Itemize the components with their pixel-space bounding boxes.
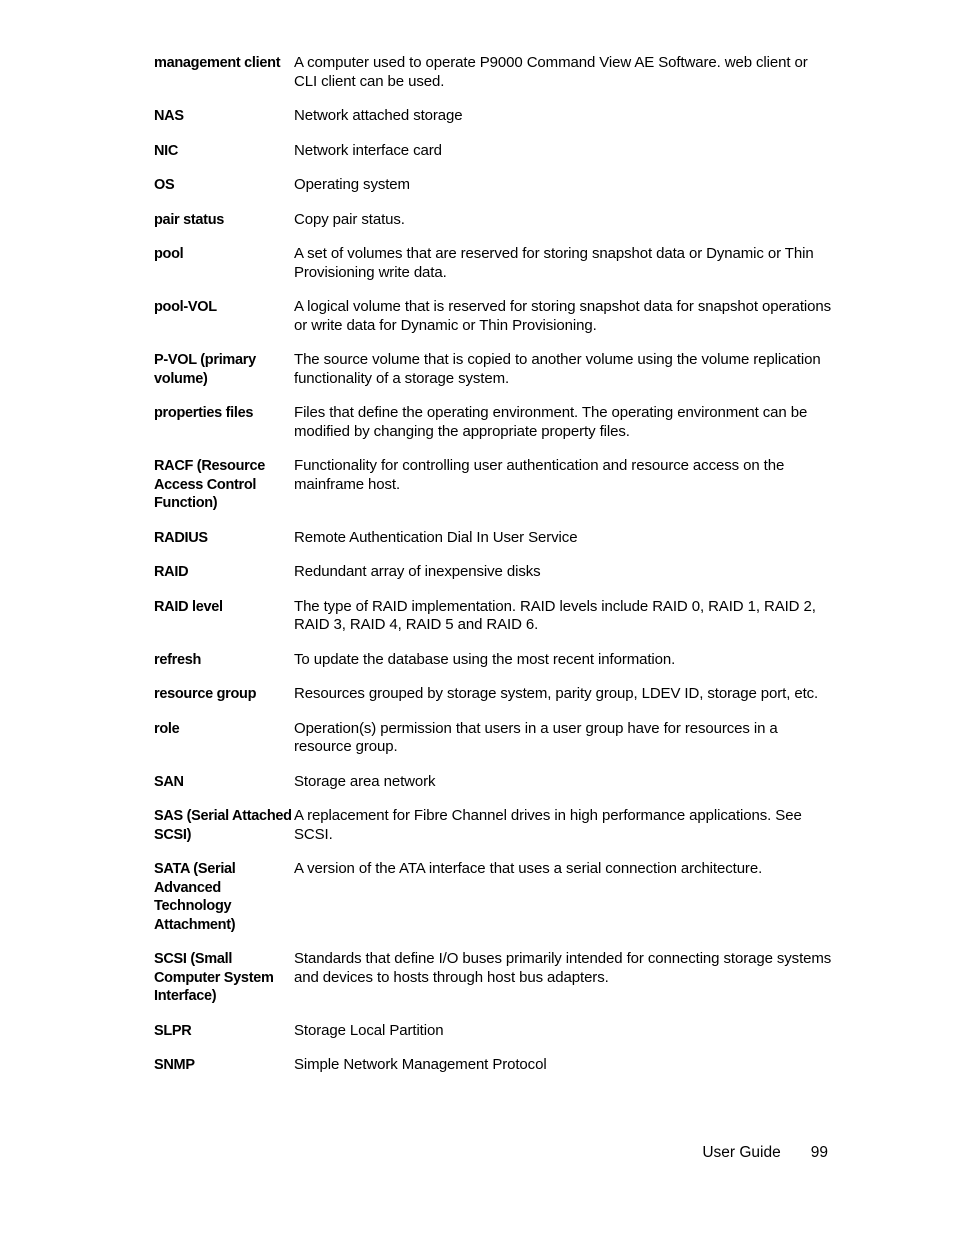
glossary-term: SLPR	[154, 1022, 192, 1039]
glossary-entry	[154, 651, 834, 670]
glossary-definition: Simple Network Management Protocol	[294, 1056, 547, 1073]
page-footer	[702, 1144, 828, 1162]
glossary-term: management client	[154, 55, 281, 71]
glossary-term: refresh	[154, 651, 202, 668]
glossary-entry	[154, 860, 834, 934]
glossary-entry	[154, 563, 834, 582]
page-number: 99	[810, 1144, 828, 1161]
glossary-term: SAS (Serial Attached SCSI)	[154, 808, 292, 843]
glossary-entry	[154, 107, 834, 126]
glossary-entry	[154, 351, 834, 388]
glossary-term: resource group	[154, 686, 257, 702]
glossary-definition: A replacement for Fibre Channel drives in high performance applications. See SCSI.	[294, 807, 802, 843]
glossary-term: pool-VOL	[154, 299, 217, 315]
glossary-definition: Copy pair status.	[294, 210, 405, 228]
glossary-definition: Operation(s) permission that users in a user group have for resources in a resource group.	[294, 719, 778, 755]
glossary-entry	[154, 54, 834, 91]
glossary-definition: Network attached storage	[294, 107, 463, 124]
glossary-definition: A computer used to operate P9000 Command View AE Software. web client or CLI client can be used.	[294, 54, 808, 90]
glossary-entry	[154, 245, 834, 282]
glossary-list	[154, 54, 834, 1075]
glossary-entry	[154, 1022, 834, 1041]
glossary-entry	[154, 404, 834, 441]
glossary-entry	[154, 176, 834, 195]
glossary-entry	[154, 211, 834, 230]
glossary-definition: Operating system	[294, 176, 410, 193]
glossary-definition: Storage area network	[294, 772, 436, 790]
glossary-definition: Network interface card	[294, 141, 442, 159]
glossary-term: SNMP	[154, 1057, 195, 1073]
glossary-entry	[154, 773, 834, 792]
glossary-entry	[154, 298, 834, 335]
glossary-entry	[154, 1056, 834, 1075]
glossary-term: SAN	[154, 773, 184, 790]
glossary-entry	[154, 457, 834, 513]
glossary-term: pool	[154, 246, 184, 262]
glossary-definition: A version of the ATA interface that uses a serial connection architecture.	[294, 860, 763, 877]
glossary-term: RADIUS	[154, 529, 208, 546]
glossary-term: P-VOL (primary volume)	[154, 352, 256, 387]
glossary-term: OS	[154, 177, 175, 193]
glossary-definition: Remote Authentication Dial In User Service	[294, 528, 578, 546]
glossary-definition: To update the database using the most recent information.	[294, 650, 676, 668]
glossary-definition: A logical volume that is reserved for storing snapshot data for snapshot operations or write data for Dynamic or Thin Provisioning.	[294, 298, 832, 334]
glossary-entry	[154, 720, 834, 757]
glossary-definition: The type of RAID implementation. RAID levels include RAID 0, RAID 1, RAID 2, RAID 3, RAID 4, RAID 5 and RAID 6.	[294, 597, 816, 633]
glossary-definition: The source volume that is copied to another volume using the volume replication functionality of a storage system.	[294, 351, 821, 387]
footer-guide-title: User Guide	[702, 1144, 781, 1161]
glossary-entry	[154, 598, 834, 635]
glossary-definition: Storage Local Partition	[294, 1021, 444, 1039]
glossary-term: SCSI (Small Computer System Interface)	[154, 951, 274, 1004]
glossary-term: pair status	[154, 211, 225, 228]
glossary-term: SATA (Serial Advanced Technology Attachment)	[154, 861, 236, 933]
glossary-definition: A set of volumes that are reserved for storing snapshot data or Dynamic or Thin Provisioning write data.	[294, 245, 814, 281]
glossary-entry	[154, 685, 834, 704]
glossary-entry	[154, 142, 834, 161]
glossary-term: NAS	[154, 108, 184, 124]
glossary-entry	[154, 529, 834, 548]
glossary-definition: Standards that define I/O buses primarily intended for connecting storage systems and devices to hosts through host bus adapters.	[294, 950, 832, 986]
glossary-term: role	[154, 720, 180, 737]
glossary-entry	[154, 807, 834, 844]
glossary-term: properties files	[154, 405, 254, 421]
glossary-term: RAID level	[154, 598, 223, 615]
glossary-definition: Redundant array of inexpensive disks	[294, 563, 541, 580]
glossary-term: RACF (Resource Access Control Function)	[154, 458, 266, 511]
glossary-entry	[154, 950, 834, 1006]
glossary-definition: Resources grouped by storage system, parity group, LDEV ID, storage port, etc.	[294, 685, 819, 702]
glossary-term: RAID	[154, 564, 189, 580]
glossary-definition: Functionality for controlling user authentication and resource access on the mainframe host.	[294, 457, 785, 493]
glossary-definition: Files that define the operating environment. The operating environment can be modified by changing the appropriate property files.	[294, 404, 808, 440]
glossary-term: NIC	[154, 142, 179, 159]
